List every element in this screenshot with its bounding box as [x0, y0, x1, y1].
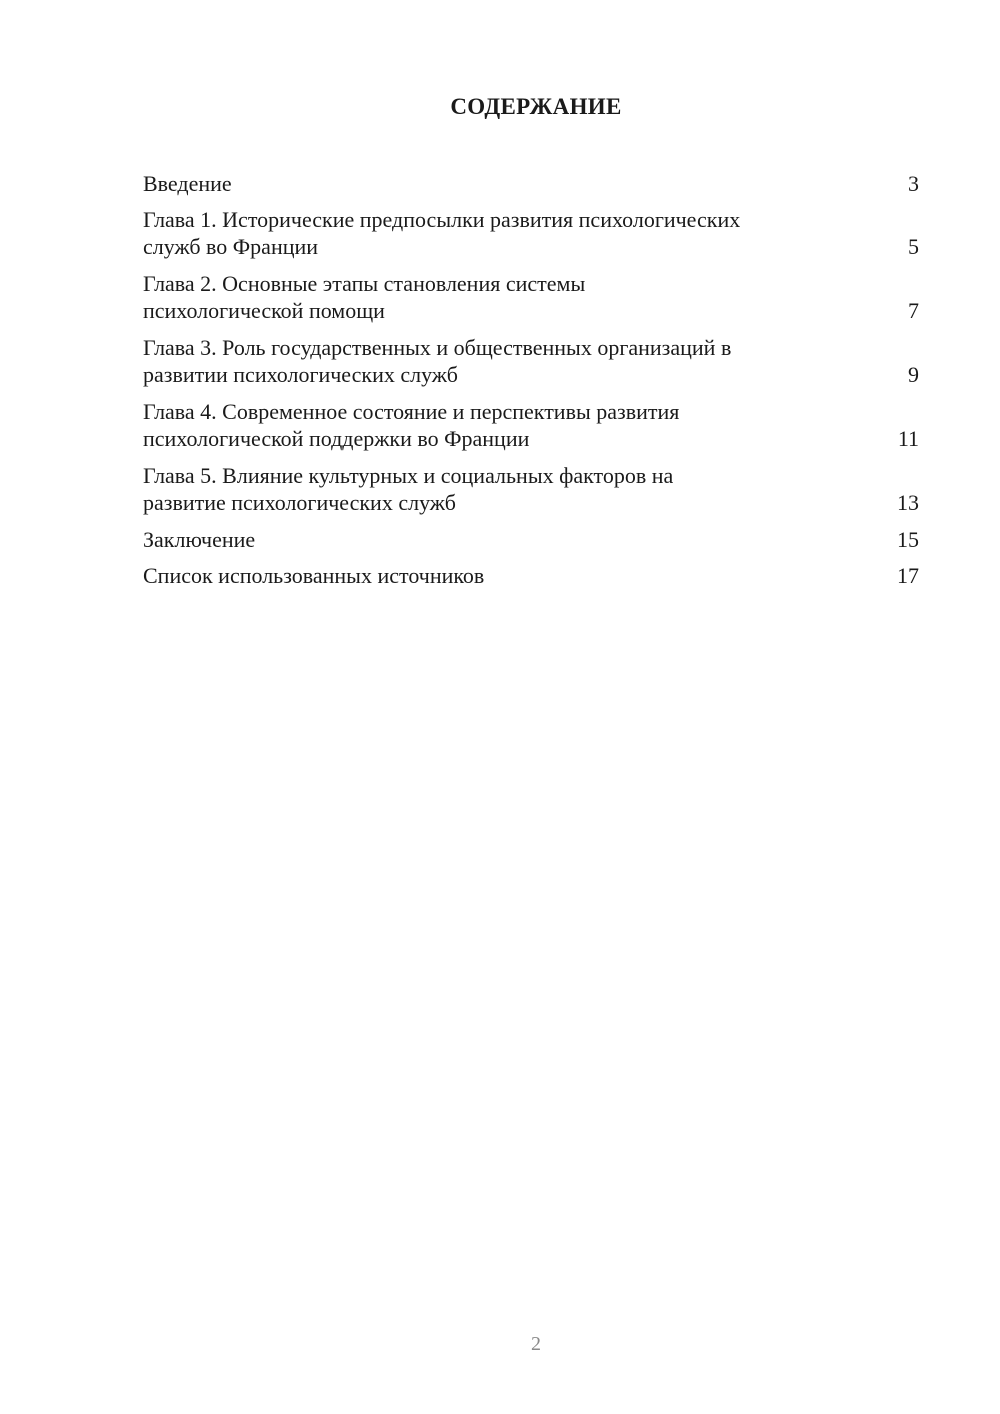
toc-entry-page: 17 [897, 563, 919, 588]
toc-entry-text: Глава 2. Основные этапы становления системы психологической помощи [143, 271, 586, 323]
toc-entry-page: 11 [897, 426, 919, 451]
toc-entry-introduction [143, 170, 919, 197]
page-number: 2 [531, 1333, 541, 1355]
toc-entry-chapter-4 [143, 398, 919, 452]
toc-entry-references [143, 562, 919, 589]
toc-entry-text: Глава 1. Исторические предпосылки развития психологических служб во Франции [143, 207, 741, 259]
toc-entry-chapter-5 [143, 462, 919, 516]
toc-entry-text: Глава 5. Влияние культурных и социальных факторов на развитие психологических служб [143, 463, 674, 515]
toc-entry-text: Заключение [143, 527, 256, 552]
toc-entry-conclusion [143, 526, 919, 553]
toc-entry-text: Глава 4. Современное состояние и перспективы развития психологической поддержки во Франции [143, 399, 680, 451]
toc-entry-text: Введение [143, 171, 232, 196]
toc-entry-page: 9 [908, 362, 919, 387]
toc-entry-page: 3 [908, 171, 919, 196]
toc-entry-page: 15 [897, 527, 919, 552]
toc-entry-text: Глава 3. Роль государственных и общественных организаций в развитии психологических служб [143, 335, 732, 387]
toc-entry-chapter-1 [143, 206, 919, 260]
toc-entry-chapter-2 [143, 270, 919, 324]
toc-entry-page: 5 [908, 234, 919, 259]
toc-entry-text: Список использованных источников [143, 563, 485, 588]
toc-entry-page: 13 [897, 490, 919, 515]
toc-entry-page: 7 [908, 298, 919, 323]
toc-entry-chapter-3 [143, 334, 919, 388]
toc-title: СОДЕРЖАНИЕ [450, 94, 622, 119]
table-of-contents [143, 170, 919, 598]
